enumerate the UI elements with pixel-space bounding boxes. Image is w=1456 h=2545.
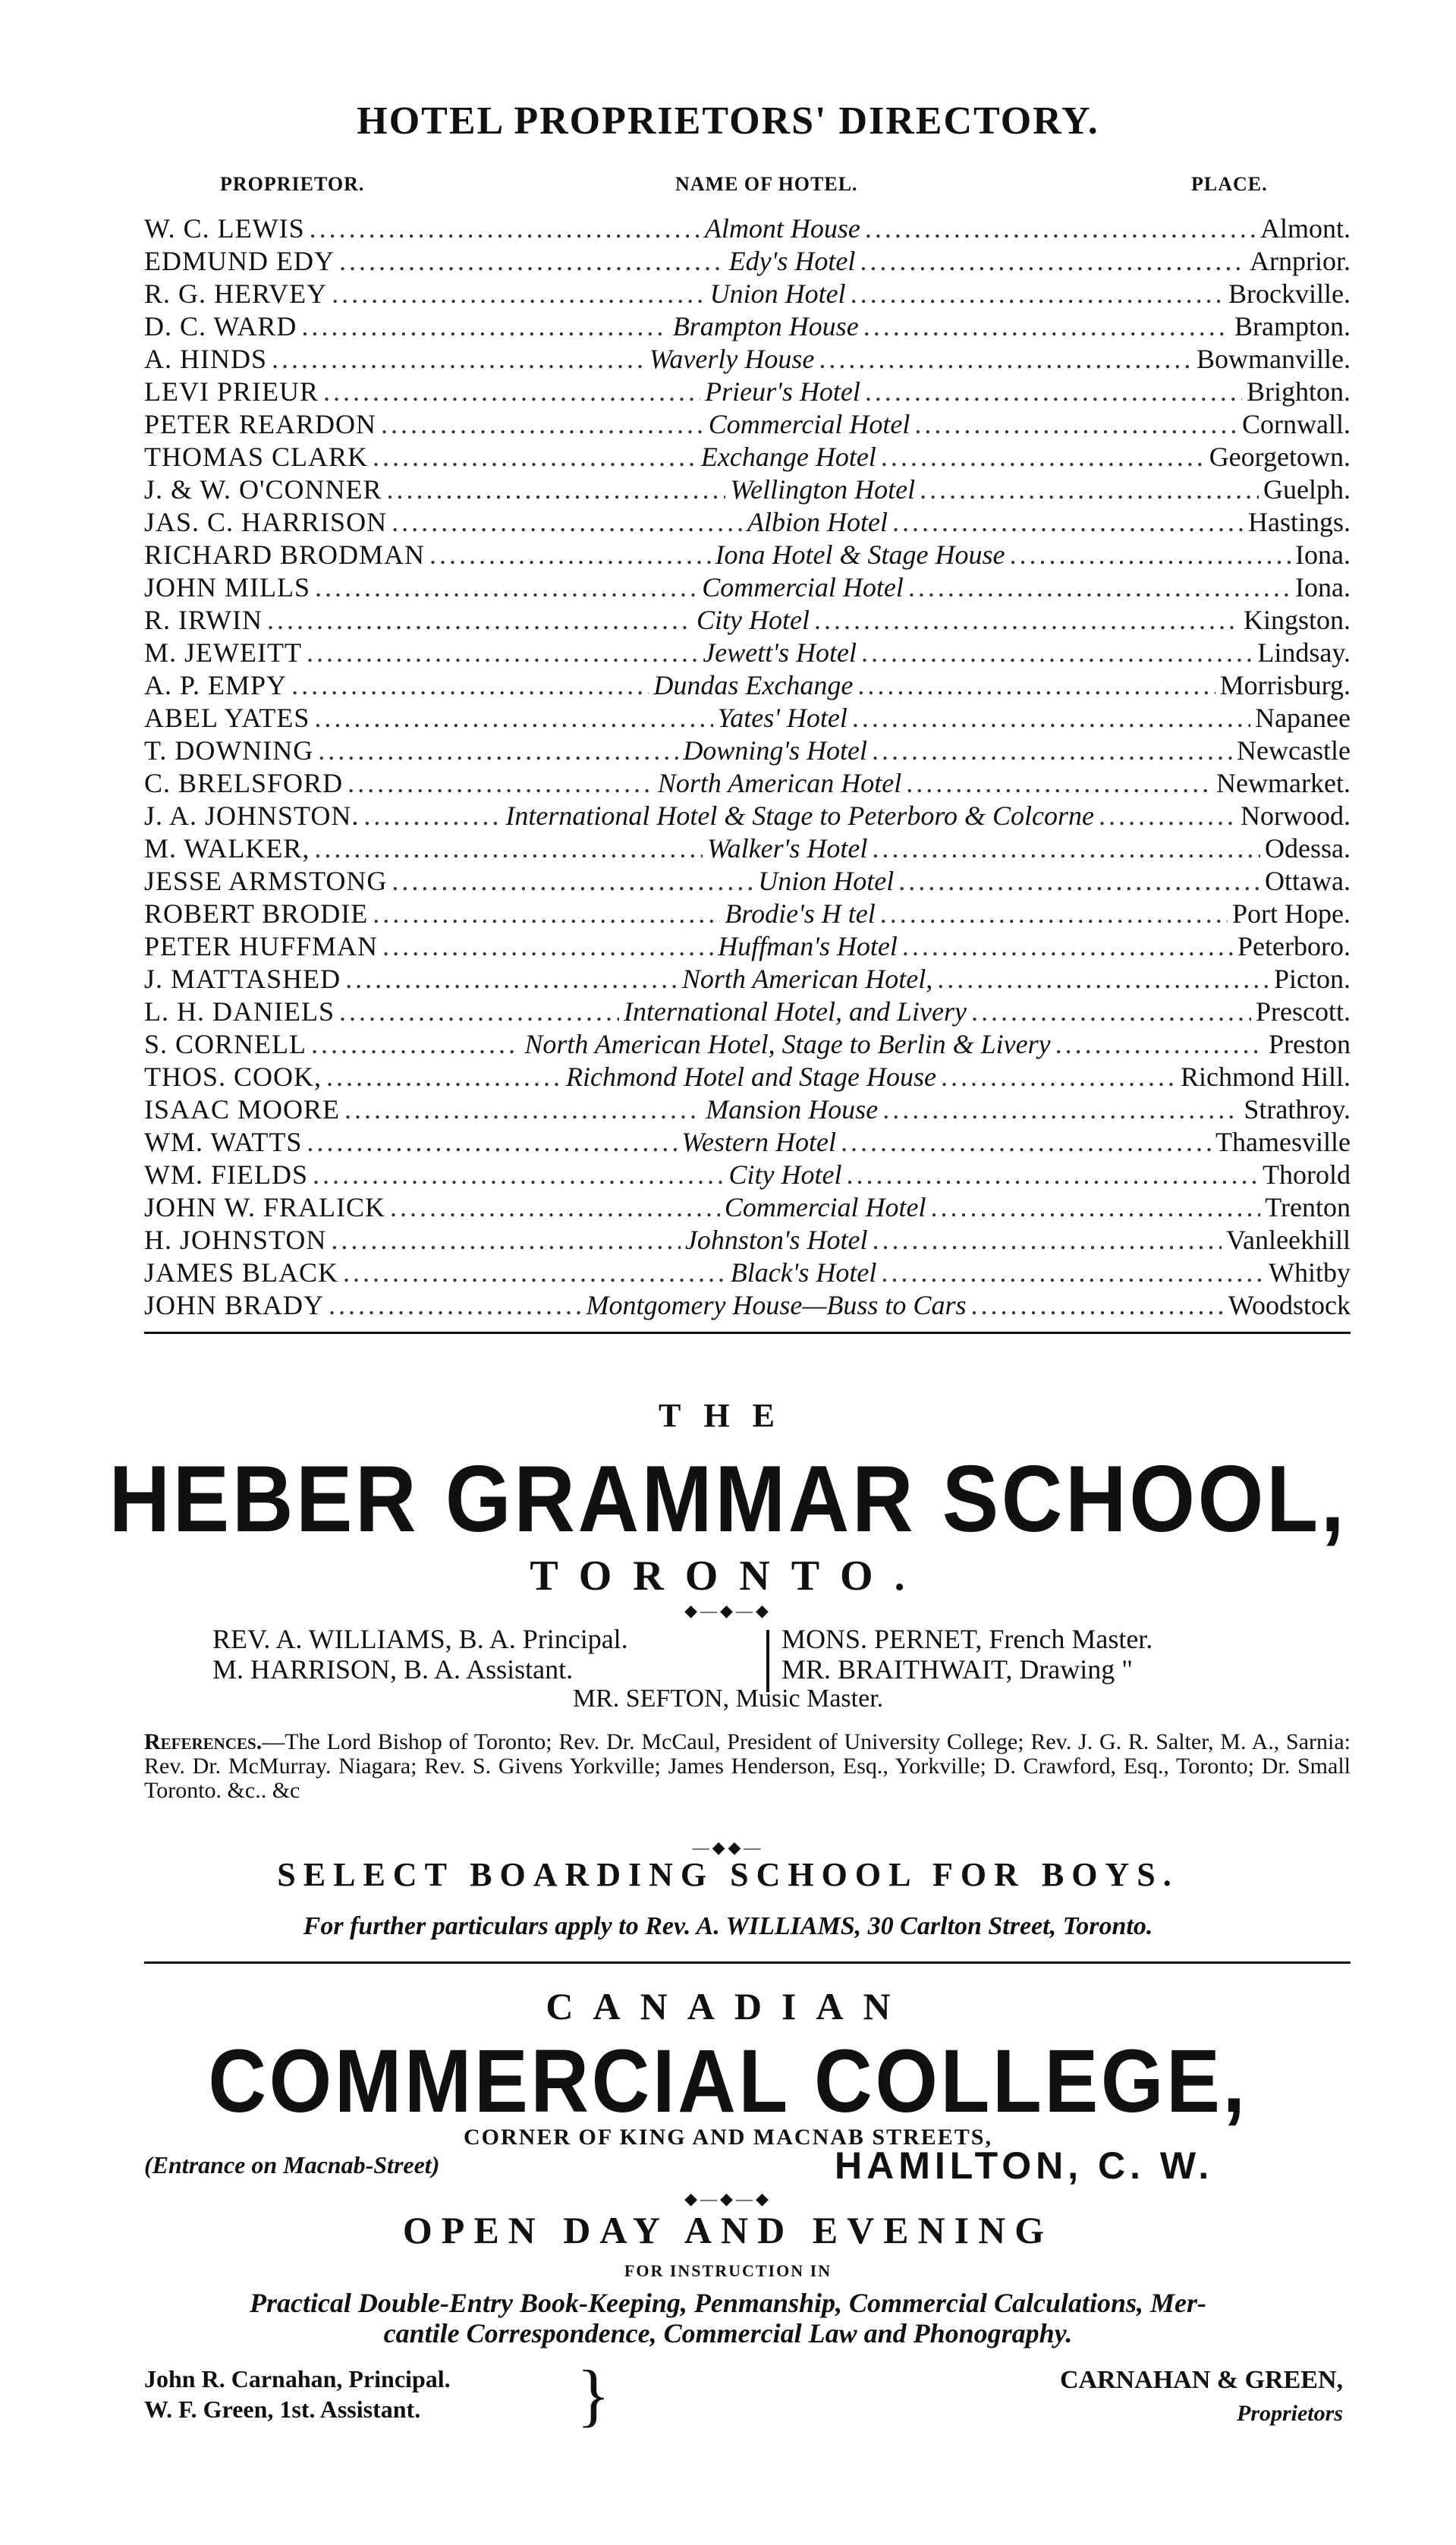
column-header-place: PLACE. [1191,173,1268,195]
place-name: Almont. [1259,213,1351,244]
proprietor-name: ISAAC MOORE [144,1094,341,1125]
place-name: Lindsay. [1257,637,1351,668]
place-name: Ottawa. [1265,866,1351,896]
directory-row [144,898,1351,930]
proprietor-name: EDMUND EDY [144,246,335,276]
leader-dots [861,637,1253,669]
college-canadian: CANADIAN [546,1985,910,2028]
leader-dots [814,604,1239,637]
proprietor-name: J. MATTASHED [144,964,341,994]
leader-dots [313,1159,725,1191]
brace-icon: } [577,2356,611,2433]
hotel-name: Commercial Hotel [708,409,910,439]
proprietor-name: C. BRELSFORD [144,768,344,798]
place-name: Morrisburg. [1219,670,1351,700]
college-for-instruction: FOR INSTRUCTION IN [624,2261,832,2280]
college-staff [144,2364,451,2424]
place-name: Arnprior. [1250,246,1351,276]
ornament: —◆◆— [692,1838,764,1857]
proprietor-name: R. G. HERVEY [144,278,328,309]
place-name: Newcastle [1237,735,1351,766]
hotel-name: Iona Hotel & Stage House [715,540,1005,570]
place-name: Iona. [1295,572,1351,602]
place-name: Hastings. [1248,507,1351,537]
leader-dots [920,473,1259,506]
leader-dots [865,212,1256,245]
hotel-name: North American Hotel, [681,964,933,994]
leader-dots [291,669,649,702]
divider [144,1332,1351,1334]
directory-row [144,1093,1351,1126]
leader-dots [387,473,726,506]
hotel-name: Montgomery House—Buss to Cars [586,1290,967,1320]
proprietor-name: WM. WATTS [144,1127,303,1157]
proprietor-name: M. JEWEITT [144,637,302,668]
leader-dots [339,245,725,278]
references-text: —The Lord Bishop of Toronto; Rev. Dr. McCaul, President of University College; Rev. J. G. R. Salter, M. A., Sarnia: Rev. Dr. McMurray. Niagara; Rev. S. Givens Yorkville; James Henderson, Esq., Yorkville; D. Crawford, Esq., Toronto; Dr. Small Toronto. &c.. &c [144,1729,1351,1803]
leader-dots [852,702,1250,735]
proprietor-name: H. JOHNSTON [144,1225,327,1255]
place-name: Brighton. [1246,376,1351,407]
proprietor-name: WM. FIELDS [144,1159,308,1190]
proprietor-name: JOHN MILLS [144,572,311,602]
leader-dots [847,1159,1259,1191]
directory-row [144,735,1351,767]
leader-dots [329,1289,581,1322]
proprietor-name: A. P. EMPY [144,670,288,700]
directory-row [144,702,1351,735]
place-name: Thorold [1263,1159,1351,1190]
boarding-school-heading: SELECT BOARDING SCHOOL FOR BOYS. [277,1856,1179,1893]
directory-row [144,604,1351,637]
leader-dots [373,441,697,473]
leader-dots [345,963,678,996]
place-name: Brampton. [1234,311,1351,341]
leader-dots [970,1289,1223,1322]
leader-dots [930,1191,1260,1224]
directory-row [144,408,1351,441]
proprietor-name: JOHN BRADY [144,1290,325,1320]
hotel-name: North American Hotel [657,768,902,798]
proprietor-name: M. WALKER, [144,833,310,864]
place-name: Richmond Hill. [1181,1062,1351,1092]
leader-dots [307,637,698,669]
directory-row [144,1191,1351,1224]
hotel-name: Edy's Hotel [728,246,856,276]
proprietor-name: PETER REARDON [144,409,377,439]
directory-row [144,310,1351,343]
leader-dots [865,376,1242,408]
place-name: Peterboro. [1237,931,1351,961]
leader-dots [851,278,1224,310]
leader-dots [819,343,1192,376]
college-entrance: (Entrance on Macnab-Street) [144,2151,440,2179]
proprietor-name: S. CORNELL [144,1029,307,1059]
place-name: Napanee [1255,703,1351,733]
directory-title: HOTEL PROPRIETORS' DIRECTORY. [357,99,1099,143]
leader-dots [1055,1028,1264,1061]
college-subjects [0,2288,1456,2348]
place-name: Brockville. [1228,278,1351,309]
ornament: ◆—◆—◆ [684,1601,772,1620]
leader-dots [343,1257,726,1289]
leader-dots [301,310,668,343]
directory-row [144,278,1351,310]
leader-dots [392,865,753,898]
hotel-name: Prieur's Hotel [705,376,860,407]
hotel-name: Albion Hotel [747,507,888,537]
directory-list [144,212,1351,1322]
leader-dots [857,669,1215,702]
leader-dots [882,1093,1239,1126]
leader-dots [311,1028,520,1061]
staff-assistant: M. HARRISON, B. A. Assistant. [212,1654,574,1685]
hotel-name: Walker's Hotel [707,833,868,864]
leader-dots [971,996,1251,1028]
place-name: Preston [1268,1029,1351,1059]
leader-dots [267,604,692,637]
leader-dots [872,832,1260,865]
directory-row [144,245,1351,278]
leader-dots [841,1126,1211,1159]
hotel-name: City Hotel [697,605,810,635]
hotel-name: Black's Hotel [730,1257,877,1288]
leader-dots [941,1061,1176,1093]
hotel-name: Yates' Hotel [717,703,847,733]
hotel-name: Almont House [704,213,860,244]
place-name: Norwood. [1241,801,1351,831]
hotel-name: Richmond Hotel and Stage House [566,1062,936,1092]
directory-row [144,571,1351,604]
proprietor-name: A. HINDS [144,344,268,374]
directory-row [144,1289,1351,1322]
staff-french-master: MONS. PERNET, French Master. [781,1624,1153,1654]
leader-dots [390,1191,720,1224]
college-address: CORNER OF KING AND MACNAB STREETS, [464,2125,992,2150]
heber-staff-right [781,1624,1153,1685]
leader-dots [307,1126,677,1159]
leader-dots [347,767,653,800]
leader-dots [310,212,700,245]
directory-row [144,506,1351,539]
directory-row [144,832,1351,865]
leader-dots [1010,539,1291,571]
place-name: Odessa. [1265,833,1351,864]
leader-dots [332,278,705,310]
place-name: Trenton [1265,1192,1351,1222]
proprietor-name: THOMAS CLARK [144,442,369,472]
leader-dots [323,376,700,408]
proprietor-name: R. IRWIN [144,605,263,635]
hotel-name: International Hotel, and Livery [624,996,967,1027]
further-particulars: For further particulars apply to Rev. A. WILLIAMS, 30 Carlton Street, Toronto. [303,1912,1153,1940]
directory-row [144,473,1351,506]
leader-dots [914,408,1237,441]
place-name: Strathroy. [1244,1094,1351,1125]
hotel-name: Waverly House [649,344,815,374]
hotel-name: North American Hotel, Stage to Berlin & Livery [524,1029,1051,1059]
hotel-name: Dundas Exchange [653,670,854,700]
firm-name: CARNAHAN & GREEN, [1059,2366,1343,2394]
leader-dots [902,930,1233,963]
place-name: Whitby [1269,1257,1351,1288]
proprietor-name: ABEL YATES [144,703,310,733]
references-label: References. [144,1729,263,1754]
leader-dots [880,898,1228,930]
directory-row [144,1126,1351,1159]
leader-dots [318,735,678,767]
leader-dots [272,343,645,376]
directory-row [144,996,1351,1028]
leader-dots [363,800,501,832]
leader-dots [892,506,1244,539]
directory-row [144,669,1351,702]
staff-drawing-master: MR. BRAITHWAIT, Drawing " [781,1654,1133,1685]
directory-row [144,1061,1351,1093]
leader-dots [429,539,711,571]
heber-the: THE [659,1397,797,1434]
leader-dots [881,1257,1264,1289]
proprietor-name: THOS. COOK, [144,1062,322,1092]
leader-dots [373,898,720,930]
hotel-name: City Hotel [728,1159,842,1190]
proprietor-name: W. C. LEWIS [144,213,305,244]
hotel-name: Western Hotel [681,1127,837,1157]
hotel-name: Johnston's Hotel [684,1225,868,1255]
directory-row [144,1028,1351,1061]
proprietor-name: JAS. C. HARRISON [144,507,388,537]
directory-row [144,441,1351,473]
heber-city: TORONTO. [530,1552,926,1600]
staff-principal: REV. A. WILLIAMS, B. A. Principal. [212,1624,628,1654]
directory-row [144,767,1351,800]
place-name: Cornwall. [1242,409,1351,439]
place-name: Newmarket. [1216,768,1351,798]
directory-row [144,1257,1351,1289]
leader-dots [906,767,1212,800]
leader-dots [326,1061,561,1093]
hotel-name: Mansion House [706,1094,879,1125]
proprietor-name: JOHN W. FRALICK [144,1192,386,1222]
proprietor-name: RICHARD BRODMAN [144,540,426,570]
staff-music-master: MR. SEFTON, Music Master. [572,1685,884,1713]
proprietor-name: PETER HUFFMAN [144,931,379,961]
divider [144,1961,1351,1964]
leader-dots [331,1224,681,1257]
proprietor-name: JESSE ARMSTONG [144,866,388,896]
column-header-hotel: NAME OF HOTEL. [675,173,858,195]
proprietor-name: JAMES BLACK [144,1257,339,1288]
hotel-name: Brodie's H tel [725,898,876,929]
leader-dots [382,930,713,963]
directory-row [144,1159,1351,1191]
leader-dots [873,1224,1222,1257]
directory-row [144,637,1351,669]
college-assistant: W. F. Green, 1st. Assistant. [144,2396,421,2423]
leader-dots [1099,800,1236,832]
place-name: Bowmanville. [1197,344,1351,374]
directory-row [144,212,1351,245]
hotel-name: Exchange Hotel [700,442,876,472]
directory-row [144,865,1351,898]
leader-dots [860,245,1245,278]
hotel-name: Brampton House [672,311,859,341]
heber-staff-left [212,1624,628,1685]
college-proprietors [948,2364,1343,2430]
place-name: Iona. [1295,540,1351,570]
place-name: Vanleekhill [1226,1225,1351,1255]
proprietor-name: LEVI PRIEUR [144,376,319,407]
proprietor-name: ROBERT BRODIE [144,898,369,929]
place-name: Thamesville [1215,1127,1351,1157]
hotel-name: Jewett's Hotel [703,637,857,668]
directory-row [144,343,1351,376]
leader-dots [344,1093,701,1126]
directory-row [144,800,1351,832]
leader-dots [339,996,619,1028]
directory-row [144,963,1351,996]
directory-row [144,1224,1351,1257]
proprietor-name: L. H. DANIELS [144,996,335,1027]
leader-dots [898,865,1260,898]
leader-dots [908,571,1291,604]
leader-dots [863,310,1230,343]
leader-dots [872,735,1232,767]
place-name: Prescott. [1256,996,1351,1027]
heber-school-name: HEBER GRAMMAR SCHOOL, [108,1447,1348,1552]
place-name: Woodstock [1228,1290,1351,1320]
leader-dots [392,506,743,539]
hotel-name: Wellington Hotel [730,474,916,505]
proprietor-name: J. & W. O'CONNER [144,474,382,505]
leader-dots [381,408,704,441]
leader-dots [937,963,1269,996]
leader-dots [315,571,697,604]
subjects-line-2: cantile Correspondence, Commercial Law and Phonography. [383,2318,1073,2348]
college-principal: John R. Carnahan, Principal. [144,2365,451,2392]
leader-dots [314,832,703,865]
leader-dots [881,441,1205,473]
hotel-name: Union Hotel [709,278,846,309]
hotel-name: Downing's Hotel [683,735,868,766]
directory-row [144,930,1351,963]
place-name: Picton. [1273,964,1351,994]
college-open-heading: OPEN DAY AND EVENING [402,2209,1054,2251]
hotel-name: Commercial Hotel [724,1192,926,1222]
column-header-proprietor: PROPRIETOR. [220,173,365,195]
place-name: Georgetown. [1209,442,1351,472]
proprietor-name: D. C. WARD [144,311,297,341]
leader-dots [314,702,712,735]
college-city: HAMILTON, C. W. [835,2144,1214,2187]
place-name: Guelph. [1263,474,1351,505]
heber-references [144,1730,1351,1803]
proprietor-name: T. DOWNING [144,735,314,766]
hotel-name: Union Hotel [758,866,895,896]
hotel-name: Huffman's Hotel [718,931,898,961]
subjects-line-1: Practical Double-Entry Book-Keeping, Penmanship, Commercial Calculations, Mer- [249,2288,1207,2318]
ornament: ◆—◆—◆ [684,2189,772,2208]
directory-row [144,539,1351,571]
proprietors-label: Proprietors [1236,2401,1343,2426]
place-name: Kingston. [1243,605,1351,635]
hotel-name: Commercial Hotel [702,572,904,602]
college-name: COMMERCIAL COLLEGE, [208,2031,1248,2131]
proprietor-name: J. A. JOHNSTON. [144,801,360,831]
directory-row [144,376,1351,408]
staff-divider [766,1630,769,1692]
hotel-name: International Hotel & Stage to Peterboro & Colcorne [505,801,1094,831]
place-name: Port Hope. [1231,898,1351,929]
